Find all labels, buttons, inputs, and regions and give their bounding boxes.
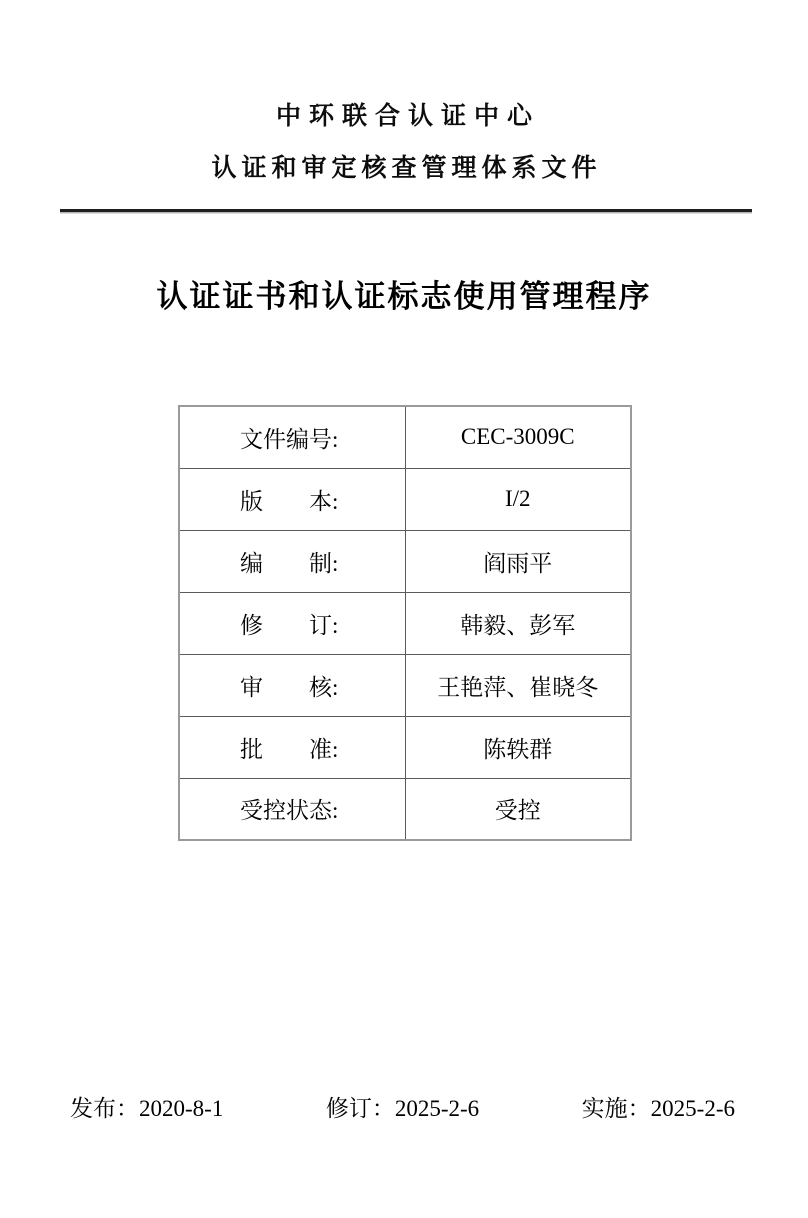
approved-by-label: 批 准: bbox=[179, 716, 405, 778]
table-row-approved-by bbox=[179, 716, 631, 778]
document-system-line: 认证和审定核查管理体系文件 bbox=[211, 155, 602, 182]
footer-revision-date: 修订：2025-2-6 bbox=[325, 1096, 480, 1121]
org-name: 中环联合认证中心 bbox=[275, 103, 540, 130]
reviewed-by-label: 审 核: bbox=[179, 654, 405, 716]
control-status-value: 受控 bbox=[405, 778, 631, 840]
file-number-label: 文件编号: bbox=[179, 406, 405, 468]
revised-by-label: 修 订: bbox=[179, 592, 405, 654]
table-row-version bbox=[179, 468, 631, 530]
table-row-revised-by bbox=[179, 592, 631, 654]
reviewed-by-value: 王艳萍、崔晓冬 bbox=[405, 654, 631, 716]
document-title: 认证证书和认证标志使用管理程序 bbox=[156, 279, 652, 314]
table-row-file-number bbox=[179, 406, 631, 468]
footer-effective-date: 实施：2025-2-6 bbox=[581, 1096, 735, 1121]
table-row-compiled-by bbox=[179, 530, 631, 592]
control-status-label: 受控状态: bbox=[179, 778, 405, 840]
revised-by-value: 韩毅、彭军 bbox=[405, 592, 631, 654]
table-row-control-status bbox=[179, 778, 631, 840]
version-value: I/2 bbox=[405, 468, 631, 530]
table-row-reviewed-by bbox=[179, 654, 631, 716]
compiled-by-label: 编 制: bbox=[179, 530, 405, 592]
header-divider bbox=[60, 209, 752, 212]
file-number-value: CEC-3009C bbox=[405, 406, 631, 468]
compiled-by-value: 阎雨平 bbox=[405, 530, 631, 592]
footer-issue-date: 发布：2020-8-1 bbox=[70, 1096, 224, 1121]
document-footer bbox=[70, 1090, 735, 1123]
version-label: 版 本: bbox=[179, 468, 405, 530]
document-info-table bbox=[178, 405, 632, 841]
approved-by-value: 陈轶群 bbox=[405, 716, 631, 778]
